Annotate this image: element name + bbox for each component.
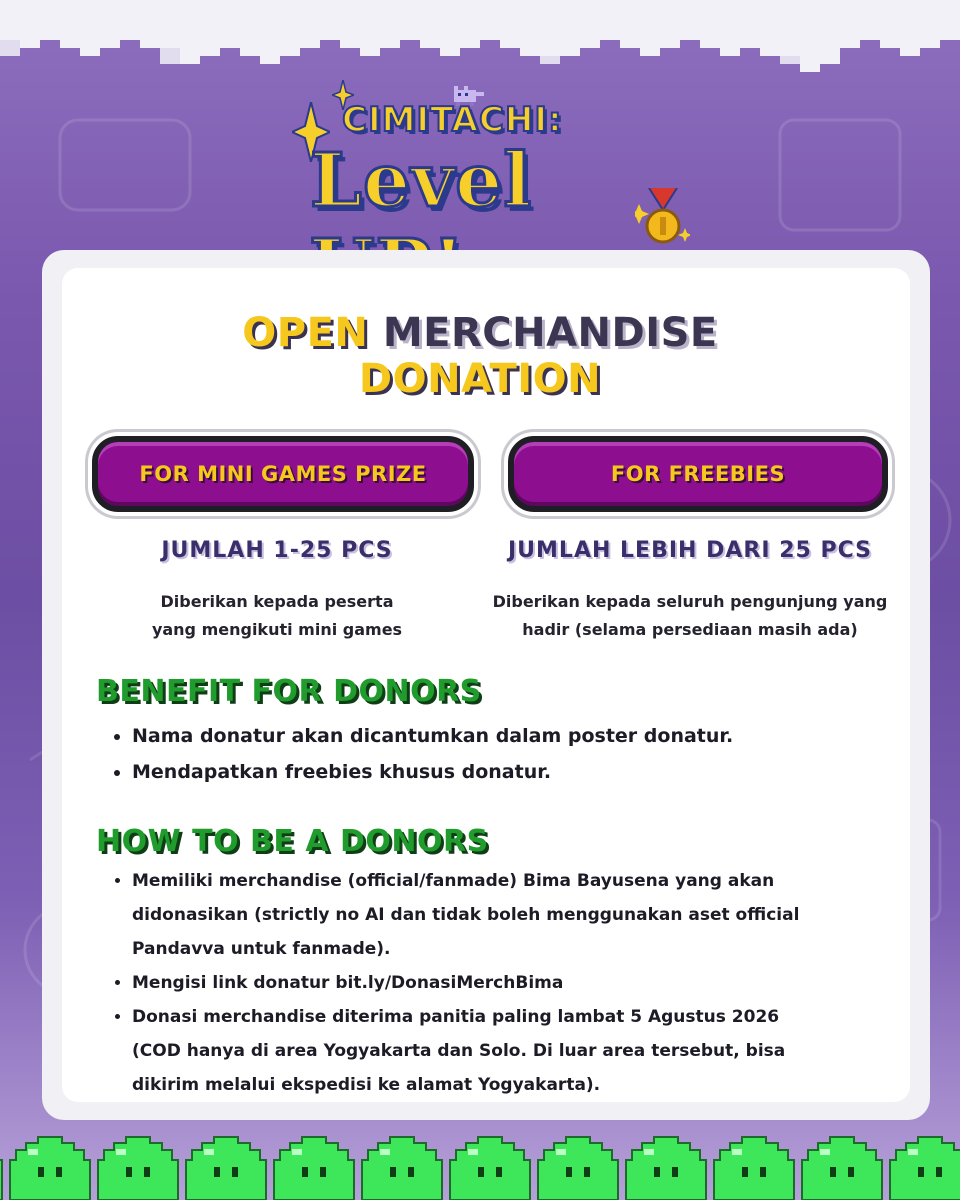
list-item-line: (COD hanya di area Yogyakarta dan Solo. Di luar area tersebut, bisa xyxy=(132,1041,786,1061)
logo-title-bottom: Level xyxy=(310,138,533,224)
list-item-line: • Donasi merchandise diterima panitia paling lambat 5 Agustus 2026 xyxy=(132,1007,780,1027)
list-item: • Nama donatur akan dicantumkan dalam poster donatur. xyxy=(132,718,733,754)
mini-games-desc-line: yang mengikuti mini games xyxy=(151,620,403,639)
page-title xyxy=(0,310,960,356)
how-heading: HOW TO BE A DONORS xyxy=(96,824,489,859)
mini-games-desc-line: Diberikan kepada peserta xyxy=(160,592,394,611)
event-logo xyxy=(290,80,690,255)
pixel-clouds xyxy=(0,0,960,90)
slime-blob xyxy=(450,1137,530,1200)
medal-coin-icon xyxy=(635,188,690,250)
slime-blob xyxy=(10,1137,90,1200)
slime-blob xyxy=(0,1137,2,1200)
slime-blob xyxy=(538,1137,618,1200)
list-item xyxy=(132,1000,799,1102)
mini-games-description xyxy=(92,588,462,644)
category-pill-mini-games: FOR MINI GAMES PRIZE xyxy=(92,436,474,512)
list-item xyxy=(132,966,799,1000)
benefit-list xyxy=(110,718,733,790)
slime-blob xyxy=(186,1137,266,1200)
slime-blob xyxy=(802,1137,882,1200)
list-item-line: • Memiliki merchandise (official/fanmade) Bima Bayusena yang akan xyxy=(132,871,775,891)
freebies-desc-line: hadir (selama persediaan masih ada) xyxy=(522,620,858,639)
slime-blob xyxy=(714,1137,794,1200)
freebies-description xyxy=(470,588,910,644)
freebies-desc-line: Diberikan kepada seluruh pengunjung yang xyxy=(492,592,888,611)
list-item-line: didonasikan (strictly no AI dan tidak boleh menggunakan aset official xyxy=(132,905,800,925)
logo-title-top: CIMITACHI: xyxy=(342,100,563,140)
freebies-amount: JUMLAH LEBIH DARI 25 PCS xyxy=(507,538,872,563)
list-item-line: dikirim melalui ekspedisi ke alamat Yogyakarta). xyxy=(132,1075,601,1095)
slime-blob xyxy=(362,1137,442,1200)
how-list xyxy=(110,864,799,1102)
slime-blob xyxy=(98,1137,178,1200)
title-donation: DONATION xyxy=(358,356,602,402)
list-item-line: Pandavva untuk fanmade). xyxy=(132,939,391,959)
pixel-slimes xyxy=(0,1135,960,1200)
category-pill-freebies: FOR FREEBIES xyxy=(508,436,888,512)
mini-games-amount: JUMLAH 1-25 PCS xyxy=(161,538,393,563)
title-merchandise: MERCHANDISE xyxy=(382,310,718,356)
list-item xyxy=(132,864,799,966)
benefit-heading: BENEFIT FOR DONORS xyxy=(96,674,482,709)
list-item-line: • Mengisi link donatur bit.ly/DonasiMerchBima xyxy=(132,973,564,993)
slime-blob xyxy=(626,1137,706,1200)
title-open: OPEN xyxy=(242,310,369,356)
slime-blob xyxy=(274,1137,354,1200)
list-item: • Mendapatkan freebies khusus donatur. xyxy=(132,754,733,790)
slime-blob xyxy=(890,1137,960,1200)
